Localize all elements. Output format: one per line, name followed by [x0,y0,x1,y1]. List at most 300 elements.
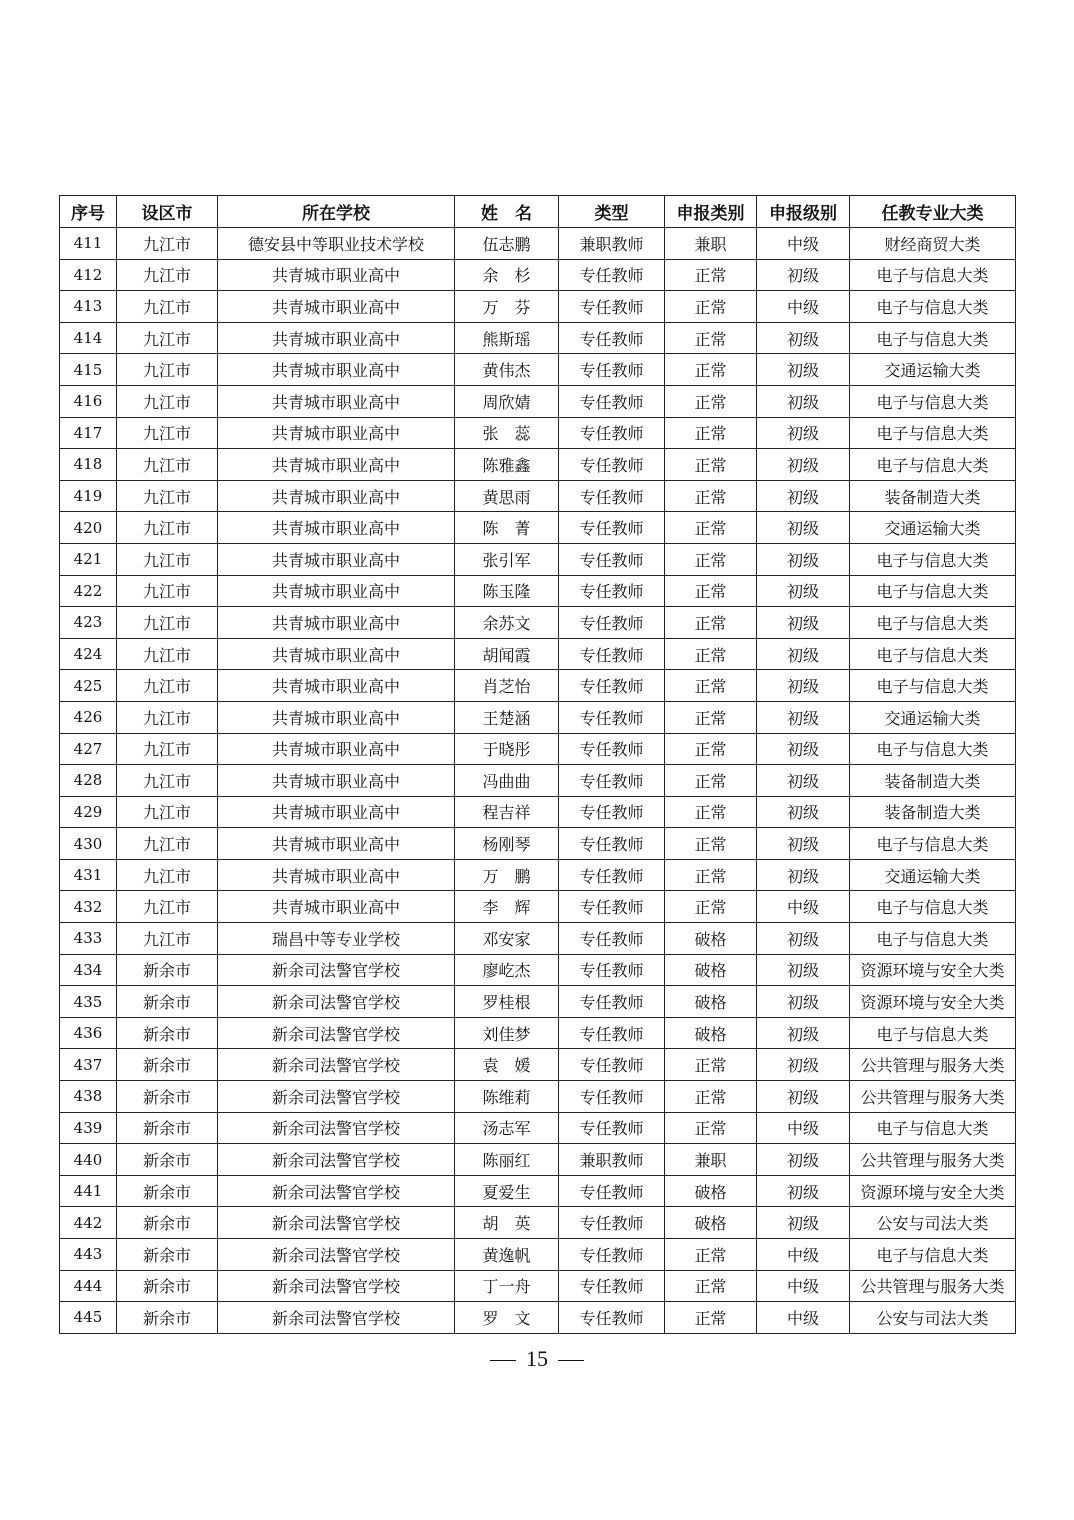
cell-school: 共青城市职业高中 [218,354,455,386]
header-school: 所在学校 [218,196,455,228]
cell-category: 正常 [665,670,757,702]
cell-category: 兼职 [665,228,757,260]
cell-level: 初级 [757,701,850,733]
cell-type: 专任教师 [559,480,665,512]
cell-city: 新余市 [117,1239,218,1271]
cell-category: 正常 [665,638,757,670]
table-row [60,1175,1016,1207]
cell-school: 共青城市职业高中 [218,891,455,923]
cell-name: 万 鹏 [455,859,559,891]
cell-level: 初级 [757,859,850,891]
header-major: 任教专业大类 [850,196,1016,228]
table-row [60,828,1016,860]
cell-major: 电子与信息大类 [850,891,1016,923]
cell-level: 初级 [757,986,850,1018]
table-row [60,859,1016,891]
cell-level: 初级 [757,828,850,860]
cell-name: 陈玉隆 [455,575,559,607]
cell-seq: 416 [60,385,117,417]
cell-level: 初级 [757,417,850,449]
cell-category: 破格 [665,1207,757,1239]
cell-city: 新余市 [117,1112,218,1144]
table-body [60,228,1016,1334]
cell-major: 电子与信息大类 [850,607,1016,639]
cell-major: 财经商贸大类 [850,228,1016,260]
cell-city: 九江市 [117,480,218,512]
cell-name: 伍志鹏 [455,228,559,260]
cell-seq: 437 [60,1049,117,1081]
cell-category: 正常 [665,543,757,575]
cell-school: 共青城市职业高中 [218,291,455,323]
cell-name: 肖芝怡 [455,670,559,702]
cell-major: 公共管理与服务大类 [850,1049,1016,1081]
cell-school: 新余司法警官学校 [218,1081,455,1113]
cell-category: 正常 [665,1239,757,1271]
cell-seq: 423 [60,607,117,639]
table-row [60,701,1016,733]
cell-city: 九江市 [117,322,218,354]
cell-category: 正常 [665,765,757,797]
cell-school: 共青城市职业高中 [218,638,455,670]
cell-seq: 424 [60,638,117,670]
table-row [60,1302,1016,1334]
cell-level: 中级 [757,1239,850,1271]
cell-name: 丁一舟 [455,1270,559,1302]
cell-major: 交通运输大类 [850,354,1016,386]
cell-level: 初级 [757,354,850,386]
cell-type: 专任教师 [559,607,665,639]
table-row [60,291,1016,323]
table-row [60,543,1016,575]
cell-name: 胡 英 [455,1207,559,1239]
cell-name: 邓安家 [455,923,559,955]
cell-category: 正常 [665,701,757,733]
cell-type: 专任教师 [559,1049,665,1081]
cell-school: 共青城市职业高中 [218,417,455,449]
cell-level: 初级 [757,1081,850,1113]
table-row [60,638,1016,670]
cell-name: 胡闻霞 [455,638,559,670]
cell-level: 初级 [757,322,850,354]
cell-city: 九江市 [117,701,218,733]
cell-seq: 418 [60,449,117,481]
cell-major: 公安与司法大类 [850,1207,1016,1239]
cell-major: 公共管理与服务大类 [850,1144,1016,1176]
cell-city: 九江市 [117,417,218,449]
cell-type: 专任教师 [559,417,665,449]
cell-city: 新余市 [117,1049,218,1081]
cell-school: 共青城市职业高中 [218,733,455,765]
cell-school: 共青城市职业高中 [218,512,455,544]
cell-seq: 422 [60,575,117,607]
cell-major: 电子与信息大类 [850,417,1016,449]
cell-city: 新余市 [117,1270,218,1302]
cell-name: 黄思雨 [455,480,559,512]
cell-city: 九江市 [117,228,218,260]
cell-seq: 434 [60,954,117,986]
cell-category: 正常 [665,480,757,512]
cell-city: 新余市 [117,1144,218,1176]
table-row [60,1144,1016,1176]
cell-school: 共青城市职业高中 [218,449,455,481]
cell-name: 汤志军 [455,1112,559,1144]
cell-major: 电子与信息大类 [850,923,1016,955]
cell-type: 专任教师 [559,701,665,733]
table-header-row [60,196,1016,228]
cell-city: 新余市 [117,954,218,986]
cell-type: 专任教师 [559,638,665,670]
cell-level: 初级 [757,575,850,607]
table-row [60,480,1016,512]
cell-level: 初级 [757,638,850,670]
cell-category: 正常 [665,449,757,481]
cell-seq: 444 [60,1270,117,1302]
cell-category: 正常 [665,1270,757,1302]
table-row [60,354,1016,386]
cell-seq: 429 [60,796,117,828]
cell-category: 破格 [665,923,757,955]
cell-city: 九江市 [117,891,218,923]
cell-category: 正常 [665,575,757,607]
cell-city: 九江市 [117,259,218,291]
cell-major: 公安与司法大类 [850,1302,1016,1334]
cell-city: 新余市 [117,1081,218,1113]
cell-category: 正常 [665,512,757,544]
cell-type: 专任教师 [559,1175,665,1207]
table-row [60,575,1016,607]
cell-category: 正常 [665,859,757,891]
cell-major: 电子与信息大类 [850,449,1016,481]
cell-city: 新余市 [117,1302,218,1334]
cell-school: 新余司法警官学校 [218,1175,455,1207]
cell-type: 专任教师 [559,575,665,607]
table-row [60,449,1016,481]
table-row [60,1081,1016,1113]
cell-seq: 435 [60,986,117,1018]
cell-major: 装备制造大类 [850,796,1016,828]
cell-seq: 431 [60,859,117,891]
table-row [60,1207,1016,1239]
cell-seq: 445 [60,1302,117,1334]
cell-major: 公共管理与服务大类 [850,1081,1016,1113]
cell-city: 九江市 [117,923,218,955]
cell-level: 初级 [757,796,850,828]
cell-name: 刘佳梦 [455,1017,559,1049]
cell-name: 陈 菁 [455,512,559,544]
cell-city: 九江市 [117,354,218,386]
table-row [60,765,1016,797]
cell-school: 共青城市职业高中 [218,480,455,512]
cell-name: 李 辉 [455,891,559,923]
cell-level: 中级 [757,891,850,923]
cell-city: 九江市 [117,859,218,891]
cell-level: 初级 [757,1175,850,1207]
cell-school: 新余司法警官学校 [218,1302,455,1334]
cell-school: 共青城市职业高中 [218,859,455,891]
cell-name: 罗 文 [455,1302,559,1334]
cell-major: 电子与信息大类 [850,543,1016,575]
header-name: 姓 名 [455,196,559,228]
dash-right [558,1360,584,1361]
cell-category: 正常 [665,828,757,860]
cell-level: 初级 [757,1017,850,1049]
cell-category: 破格 [665,1175,757,1207]
cell-school: 新余司法警官学校 [218,1017,455,1049]
cell-school: 共青城市职业高中 [218,670,455,702]
cell-category: 正常 [665,385,757,417]
cell-name: 于晓彤 [455,733,559,765]
cell-major: 电子与信息大类 [850,259,1016,291]
cell-type: 专任教师 [559,765,665,797]
cell-school: 共青城市职业高中 [218,828,455,860]
cell-category: 破格 [665,954,757,986]
header-type: 类型 [559,196,665,228]
cell-city: 九江市 [117,575,218,607]
cell-level: 初级 [757,1207,850,1239]
table-row [60,607,1016,639]
cell-type: 专任教师 [559,1270,665,1302]
cell-name: 余 杉 [455,259,559,291]
cell-seq: 412 [60,259,117,291]
cell-city: 九江市 [117,638,218,670]
table-row [60,512,1016,544]
cell-category: 正常 [665,1081,757,1113]
cell-category: 正常 [665,322,757,354]
cell-name: 周欣婧 [455,385,559,417]
cell-city: 九江市 [117,385,218,417]
cell-major: 交通运输大类 [850,859,1016,891]
table-row [60,733,1016,765]
cell-type: 专任教师 [559,670,665,702]
cell-name: 万 芬 [455,291,559,323]
cell-major: 资源环境与安全大类 [850,954,1016,986]
cell-name: 冯曲曲 [455,765,559,797]
cell-seq: 420 [60,512,117,544]
cell-major: 电子与信息大类 [850,1017,1016,1049]
cell-seq: 430 [60,828,117,860]
cell-city: 九江市 [117,449,218,481]
table-row [60,954,1016,986]
cell-name: 张 蕊 [455,417,559,449]
cell-major: 装备制造大类 [850,480,1016,512]
cell-seq: 414 [60,322,117,354]
cell-school: 共青城市职业高中 [218,385,455,417]
cell-category: 正常 [665,417,757,449]
cell-seq: 428 [60,765,117,797]
table-row [60,1270,1016,1302]
cell-level: 初级 [757,259,850,291]
cell-type: 专任教师 [559,1239,665,1271]
cell-seq: 427 [60,733,117,765]
cell-type: 专任教师 [559,1302,665,1334]
cell-school: 新余司法警官学校 [218,954,455,986]
cell-school: 共青城市职业高中 [218,765,455,797]
cell-type: 专任教师 [559,385,665,417]
cell-school: 新余司法警官学校 [218,1239,455,1271]
cell-type: 专任教师 [559,291,665,323]
table-row [60,385,1016,417]
cell-major: 公共管理与服务大类 [850,1270,1016,1302]
cell-name: 陈维莉 [455,1081,559,1113]
cell-seq: 432 [60,891,117,923]
cell-level: 初级 [757,1049,850,1081]
cell-category: 正常 [665,607,757,639]
table-row [60,670,1016,702]
page-number [0,1346,1074,1372]
cell-seq: 438 [60,1081,117,1113]
cell-level: 初级 [757,543,850,575]
cell-level: 初级 [757,480,850,512]
table-row [60,322,1016,354]
cell-seq: 419 [60,480,117,512]
cell-major: 电子与信息大类 [850,322,1016,354]
cell-seq: 433 [60,923,117,955]
cell-category: 正常 [665,891,757,923]
cell-name: 黄逸帆 [455,1239,559,1271]
cell-school: 新余司法警官学校 [218,1270,455,1302]
cell-name: 黄伟杰 [455,354,559,386]
cell-school: 新余司法警官学校 [218,1144,455,1176]
cell-category: 正常 [665,1302,757,1334]
cell-type: 专任教师 [559,891,665,923]
cell-seq: 441 [60,1175,117,1207]
cell-school: 新余司法警官学校 [218,986,455,1018]
cell-type: 兼职教师 [559,1144,665,1176]
cell-major: 装备制造大类 [850,765,1016,797]
cell-major: 电子与信息大类 [850,733,1016,765]
cell-school: 共青城市职业高中 [218,259,455,291]
cell-school: 共青城市职业高中 [218,575,455,607]
cell-major: 交通运输大类 [850,512,1016,544]
cell-type: 专任教师 [559,449,665,481]
table-row [60,1112,1016,1144]
header-city: 设区市 [117,196,218,228]
cell-city: 新余市 [117,1017,218,1049]
table-row [60,259,1016,291]
cell-category: 正常 [665,733,757,765]
cell-seq: 425 [60,670,117,702]
cell-category: 正常 [665,259,757,291]
cell-city: 九江市 [117,733,218,765]
cell-seq: 426 [60,701,117,733]
cell-major: 电子与信息大类 [850,575,1016,607]
cell-seq: 417 [60,417,117,449]
cell-type: 专任教师 [559,259,665,291]
cell-level: 中级 [757,1112,850,1144]
cell-type: 兼职教师 [559,228,665,260]
cell-name: 夏爱生 [455,1175,559,1207]
cell-type: 专任教师 [559,923,665,955]
cell-city: 九江市 [117,796,218,828]
cell-level: 初级 [757,449,850,481]
cell-major: 电子与信息大类 [850,1239,1016,1271]
cell-type: 专任教师 [559,1207,665,1239]
cell-seq: 411 [60,228,117,260]
cell-seq: 413 [60,291,117,323]
cell-type: 专任教师 [559,322,665,354]
cell-name: 张引军 [455,543,559,575]
teacher-roster-table [59,195,1016,1334]
cell-school: 共青城市职业高中 [218,543,455,575]
cell-seq: 439 [60,1112,117,1144]
cell-category: 正常 [665,1049,757,1081]
cell-name: 熊斯瑶 [455,322,559,354]
cell-city: 九江市 [117,607,218,639]
cell-type: 专任教师 [559,954,665,986]
cell-level: 中级 [757,228,850,260]
cell-city: 九江市 [117,828,218,860]
cell-seq: 440 [60,1144,117,1176]
cell-name: 陈丽红 [455,1144,559,1176]
cell-level: 初级 [757,923,850,955]
cell-major: 电子与信息大类 [850,828,1016,860]
cell-category: 正常 [665,291,757,323]
table-row [60,923,1016,955]
cell-type: 专任教师 [559,859,665,891]
cell-name: 余苏文 [455,607,559,639]
cell-level: 中级 [757,291,850,323]
cell-level: 初级 [757,385,850,417]
cell-type: 专任教师 [559,796,665,828]
cell-seq: 421 [60,543,117,575]
cell-category: 正常 [665,354,757,386]
cell-type: 专任教师 [559,512,665,544]
cell-city: 九江市 [117,670,218,702]
cell-seq: 415 [60,354,117,386]
cell-level: 中级 [757,1270,850,1302]
cell-name: 陈雅鑫 [455,449,559,481]
cell-city: 新余市 [117,1175,218,1207]
cell-category: 破格 [665,1017,757,1049]
dash-left [490,1360,516,1361]
cell-level: 初级 [757,607,850,639]
cell-major: 电子与信息大类 [850,670,1016,702]
cell-school: 共青城市职业高中 [218,607,455,639]
cell-type: 专任教师 [559,986,665,1018]
table-row [60,1239,1016,1271]
cell-name: 罗桂根 [455,986,559,1018]
cell-name: 廖屹杰 [455,954,559,986]
cell-level: 初级 [757,954,850,986]
cell-city: 九江市 [117,512,218,544]
cell-level: 初级 [757,1144,850,1176]
cell-school: 共青城市职业高中 [218,796,455,828]
cell-major: 电子与信息大类 [850,638,1016,670]
cell-city: 九江市 [117,543,218,575]
table-row [60,1017,1016,1049]
table-row [60,228,1016,260]
table-row [60,796,1016,828]
cell-type: 专任教师 [559,354,665,386]
page-number-value: 15 [526,1346,548,1371]
cell-school: 新余司法警官学校 [218,1112,455,1144]
cell-school: 共青城市职业高中 [218,322,455,354]
cell-category: 兼职 [665,1144,757,1176]
cell-level: 初级 [757,670,850,702]
cell-seq: 436 [60,1017,117,1049]
cell-name: 杨刚琴 [455,828,559,860]
table-row [60,417,1016,449]
header-category: 申报类别 [665,196,757,228]
cell-level: 初级 [757,733,850,765]
table-row [60,891,1016,923]
cell-major: 资源环境与安全大类 [850,986,1016,1018]
cell-school: 共青城市职业高中 [218,701,455,733]
header-level: 申报级别 [757,196,850,228]
cell-school: 新余司法警官学校 [218,1049,455,1081]
cell-major: 电子与信息大类 [850,385,1016,417]
cell-type: 专任教师 [559,1017,665,1049]
